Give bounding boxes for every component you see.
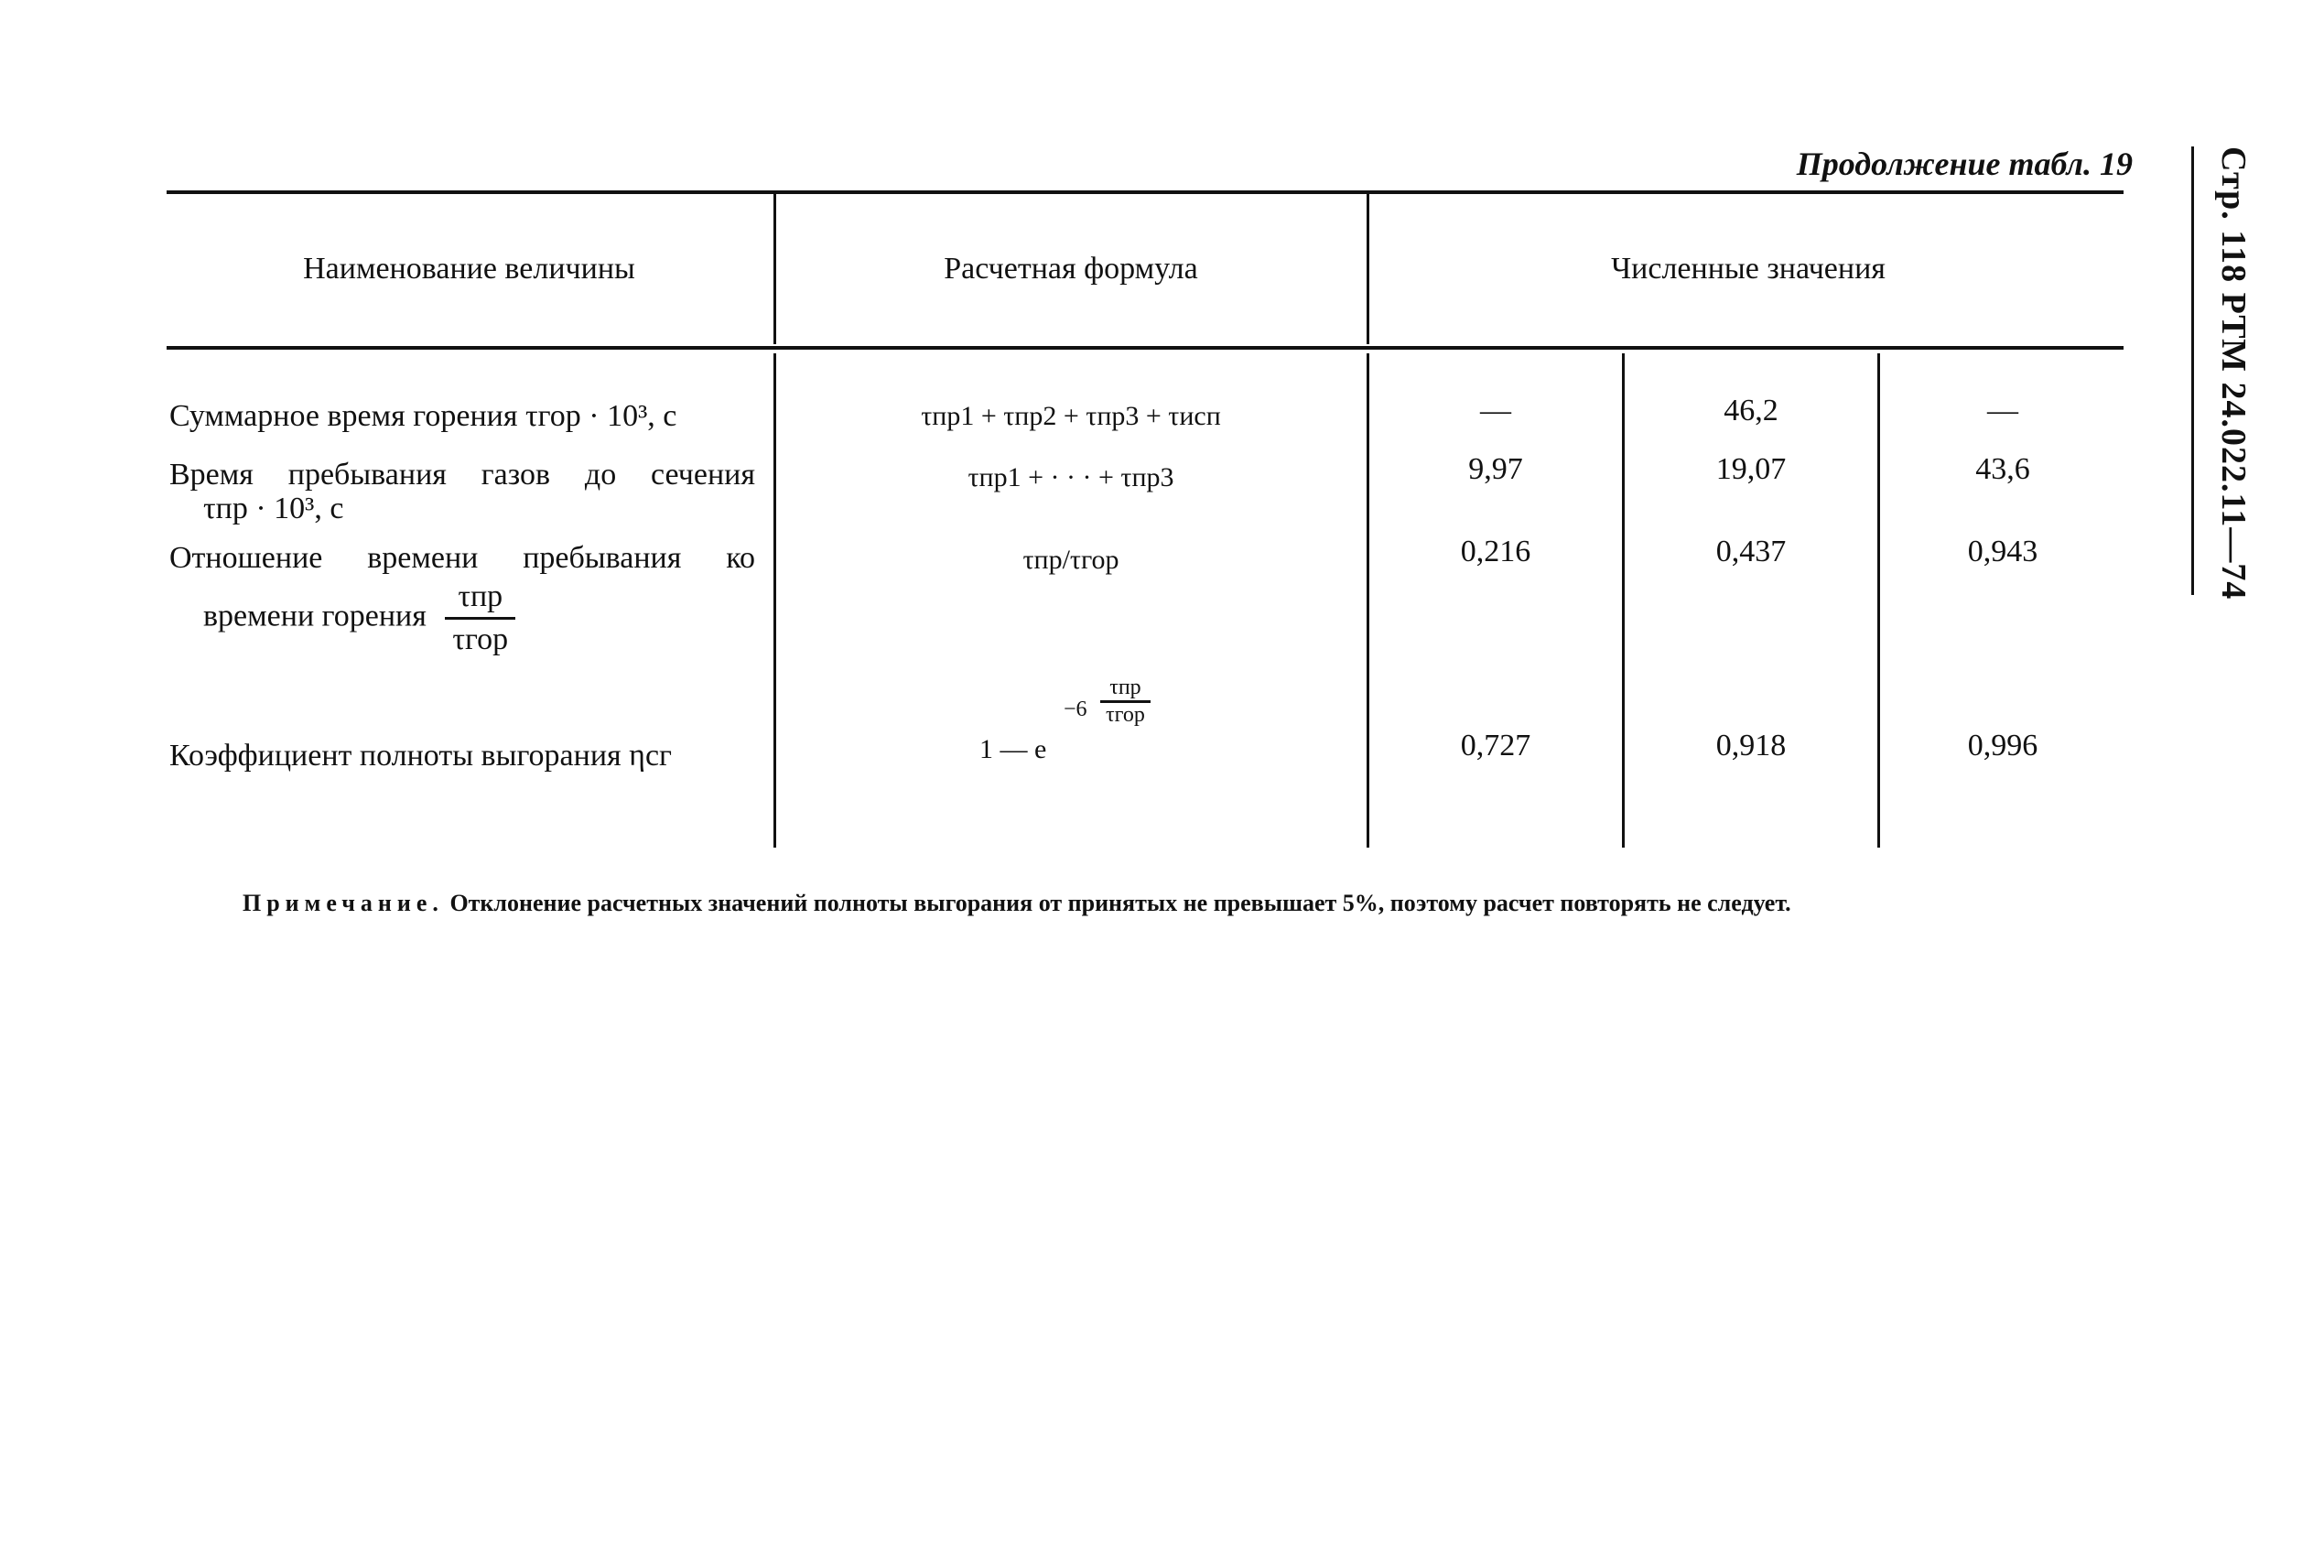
row-1-value-1: — <box>1480 394 1511 427</box>
column-divider-1-body <box>773 353 776 848</box>
row-3-fraction-numerator: τпр <box>445 577 515 620</box>
row-3-name-text: времени горения <box>203 599 427 633</box>
note-text: Отклонение расчетных значений полноты выгорания от принятых не превышает 5%, поэтому расчет повторять не следует. <box>449 890 1791 916</box>
row-4-value-2: 0,918 <box>1715 729 1787 762</box>
page-side-label: Стр. 118 РТМ 24.022.11—74 <box>2214 146 2253 600</box>
row-3-name-line-2 <box>203 577 752 660</box>
row-4-value-1: 0,727 <box>1460 729 1531 762</box>
row-2-value-1: 9,97 <box>1468 452 1523 486</box>
column-divider-3-body <box>1622 353 1625 848</box>
row-3-value-2: 0,437 <box>1715 535 1787 568</box>
header-bottom-rule <box>167 346 2124 350</box>
row-4-name: Коэффициент полноты выгорания ηсг <box>169 739 672 773</box>
row-1-value-2: 46,2 <box>1724 394 1778 427</box>
row-2-value-2: 19,07 <box>1715 452 1787 486</box>
row-4-value-3: 0,996 <box>1967 729 2038 762</box>
column-divider-2 <box>1367 194 1369 344</box>
row-1-formula: τпр1 + τпр2 + τпр3 + τисп <box>921 401 1221 431</box>
side-rule <box>2191 146 2194 595</box>
row-3-fraction <box>445 577 515 660</box>
row-4-formula-fraction <box>1100 676 1151 728</box>
row-2-name-line-1: Время пребывания газов до сечения <box>169 458 755 492</box>
row-4-formula-numerator: τпр <box>1100 676 1151 703</box>
column-divider-2-body <box>1367 353 1369 848</box>
row-3-formula: τпр/τгор <box>1022 545 1119 575</box>
header-name: Наименование величины <box>303 252 635 286</box>
header-values: Численные значения <box>1611 252 1886 286</box>
row-3-value-1: 0,216 <box>1460 535 1531 568</box>
row-1-name: Суммарное время горения τгор · 10³, с <box>169 399 677 433</box>
table-caption: Продолжение табл. 19 <box>1796 146 2133 182</box>
note-label: Примечание. <box>243 890 444 916</box>
row-3-value-3: 0,943 <box>1967 535 2038 568</box>
row-2-name-line-2: τпр · 10³, с <box>203 492 344 525</box>
row-4-formula-base: 1 — e <box>979 734 1047 764</box>
row-3-fraction-denominator: τгор <box>452 622 509 656</box>
row-4-formula <box>961 676 1236 776</box>
row-2-value-3: 43,6 <box>1975 452 2030 486</box>
row-4-formula-denominator: τгор <box>1106 703 1145 727</box>
table-top-rule <box>167 190 2124 194</box>
column-divider-1 <box>773 194 776 344</box>
column-divider-4-body <box>1877 353 1880 848</box>
row-4-formula-exponent: −6 <box>1064 697 1087 721</box>
row-3-name-line-1: Отношение времени пребывания ко <box>169 541 755 575</box>
header-formula: Расчетная формула <box>944 252 1198 286</box>
table-note <box>174 888 2133 919</box>
row-2-formula: τпр1 + · · · + τпр3 <box>967 462 1174 492</box>
row-1-value-3: — <box>1987 394 2018 427</box>
